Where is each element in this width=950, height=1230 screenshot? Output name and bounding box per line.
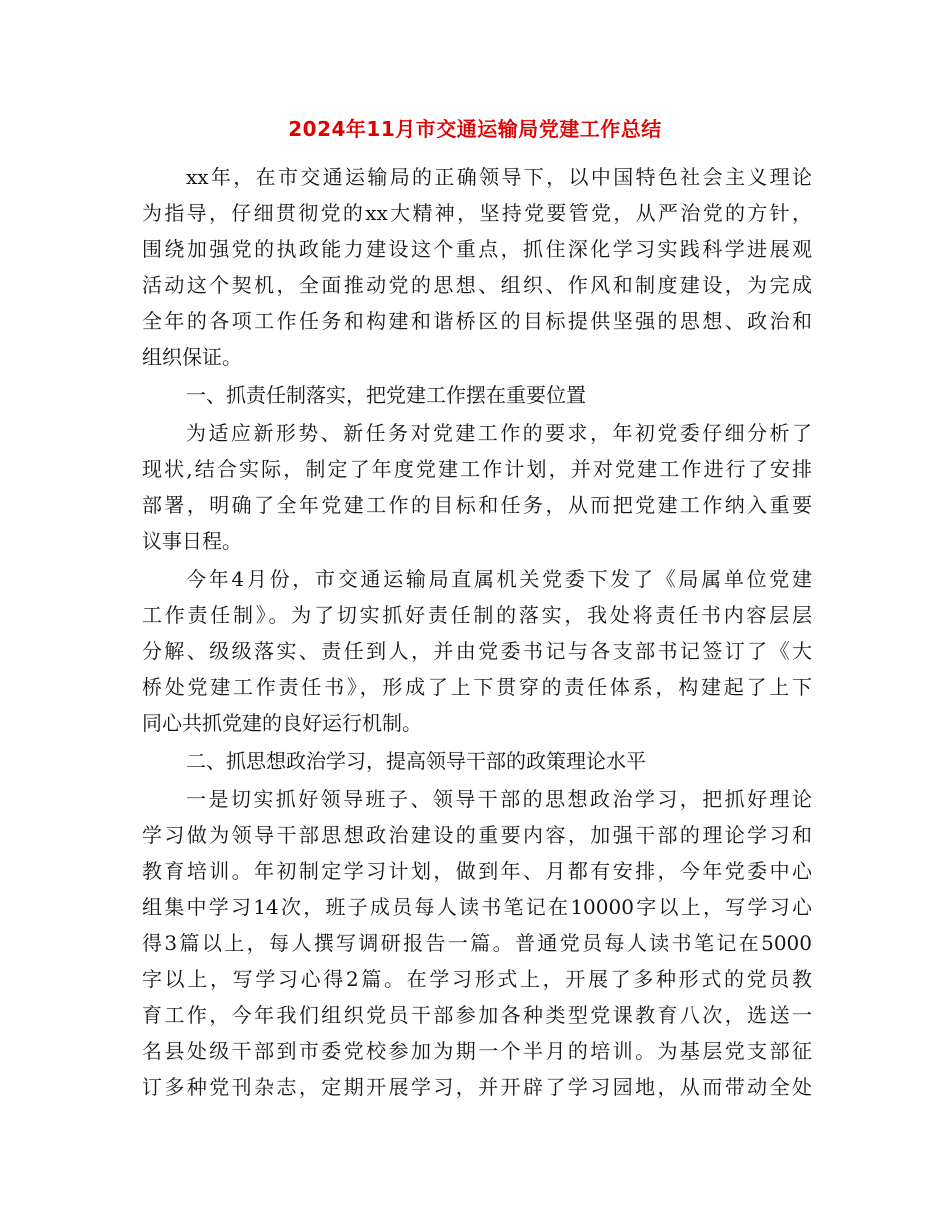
paragraph-line: 一是切实抓好领导班子、领导干部的思想政治学习，把抓好理论 (186, 787, 812, 811)
paragraph-line: 字以上，写学习心得2篇。在学习形式上，开展了多种形式的党员教 (142, 967, 812, 991)
paragraph-line: 为适应新形势、新任务对党建工作的要求，年初党委仔细分析了 (186, 421, 812, 445)
paragraph-line: xx年，在市交通运输局的正确领导下，以中国特色社会主义理论 (186, 165, 812, 189)
paragraph-line: 得3篇以上，每人撰写调研报告一篇。普通党员每人读书笔记在5000 (142, 931, 812, 955)
document-title: 2024年11月市交通运输局党建工作总结 (288, 117, 662, 141)
paragraph-line: 围绕加强党的执政能力建设这个重点，抓住深化学习实践科学进展观 (142, 237, 812, 261)
paragraph-line: 组织保证。 (142, 345, 242, 369)
paragraph-line: 全年的各项工作任务和构建和谐桥区的目标提供坚强的思想、政治和 (142, 309, 812, 333)
paragraph-line: 分解、级级落实、责任到人，并由党委书记与各支部书记签订了《大 (142, 639, 812, 663)
paragraph-line: 现状,结合实际，制定了年度党建工作计划，并对党建工作进行了安排 (142, 457, 812, 481)
paragraph-line: 桥处党建工作责任书》，形成了上下贯穿的责任体系，构建起了上下 (142, 675, 812, 699)
paragraph-line: 同心共抓党建的良好运行机制。 (142, 711, 422, 735)
paragraph-line: 育工作，今年我们组织党员干部参加各种类型党课教育八次，选送一 (142, 1003, 812, 1027)
paragraph-line: 今年4月份，市交通运输局直属机关党委下发了《局属单位党建 (186, 567, 812, 591)
paragraph-line: 为指导，仔细贯彻党的xx大精神，坚持党要管党，从严治党的方针， (142, 201, 812, 225)
paragraph-line: 学习做为领导干部思想政治建设的重要内容，加强干部的理论学习和 (142, 823, 812, 847)
paragraph-line: 订多种党刊杂志，定期开展学习，并开辟了学习园地，从而带动全处 (142, 1075, 812, 1099)
paragraph-line: 部署，明确了全年党建工作的目标和任务，从而把党建工作纳入重要 (142, 493, 812, 517)
paragraph-line: 工作责任制》。为了切实抓好责任制的落实，我处将责任书内容层层 (142, 603, 812, 627)
paragraph-line: 教育培训。年初制定学习计划，做到年、月都有安排，今年党委中心 (142, 859, 812, 883)
section-heading: 二、抓思想政治学习，提高领导干部的政策理论水平 (186, 749, 646, 773)
paragraph-line: 组集中学习14次，班子成员每人读书笔记在10000字以上，写学习心 (142, 895, 812, 919)
section-heading: 一、抓责任制落实，把党建工作摆在重要位置 (186, 383, 586, 407)
paragraph-line: 活动这个契机，全面推动党的思想、组织、作风和制度建设，为完成 (142, 273, 812, 297)
paragraph-line: 名县处级干部到市委党校参加为期一个半月的培训。为基层党支部征 (142, 1039, 812, 1063)
paragraph-line: 议事日程。 (142, 529, 242, 553)
